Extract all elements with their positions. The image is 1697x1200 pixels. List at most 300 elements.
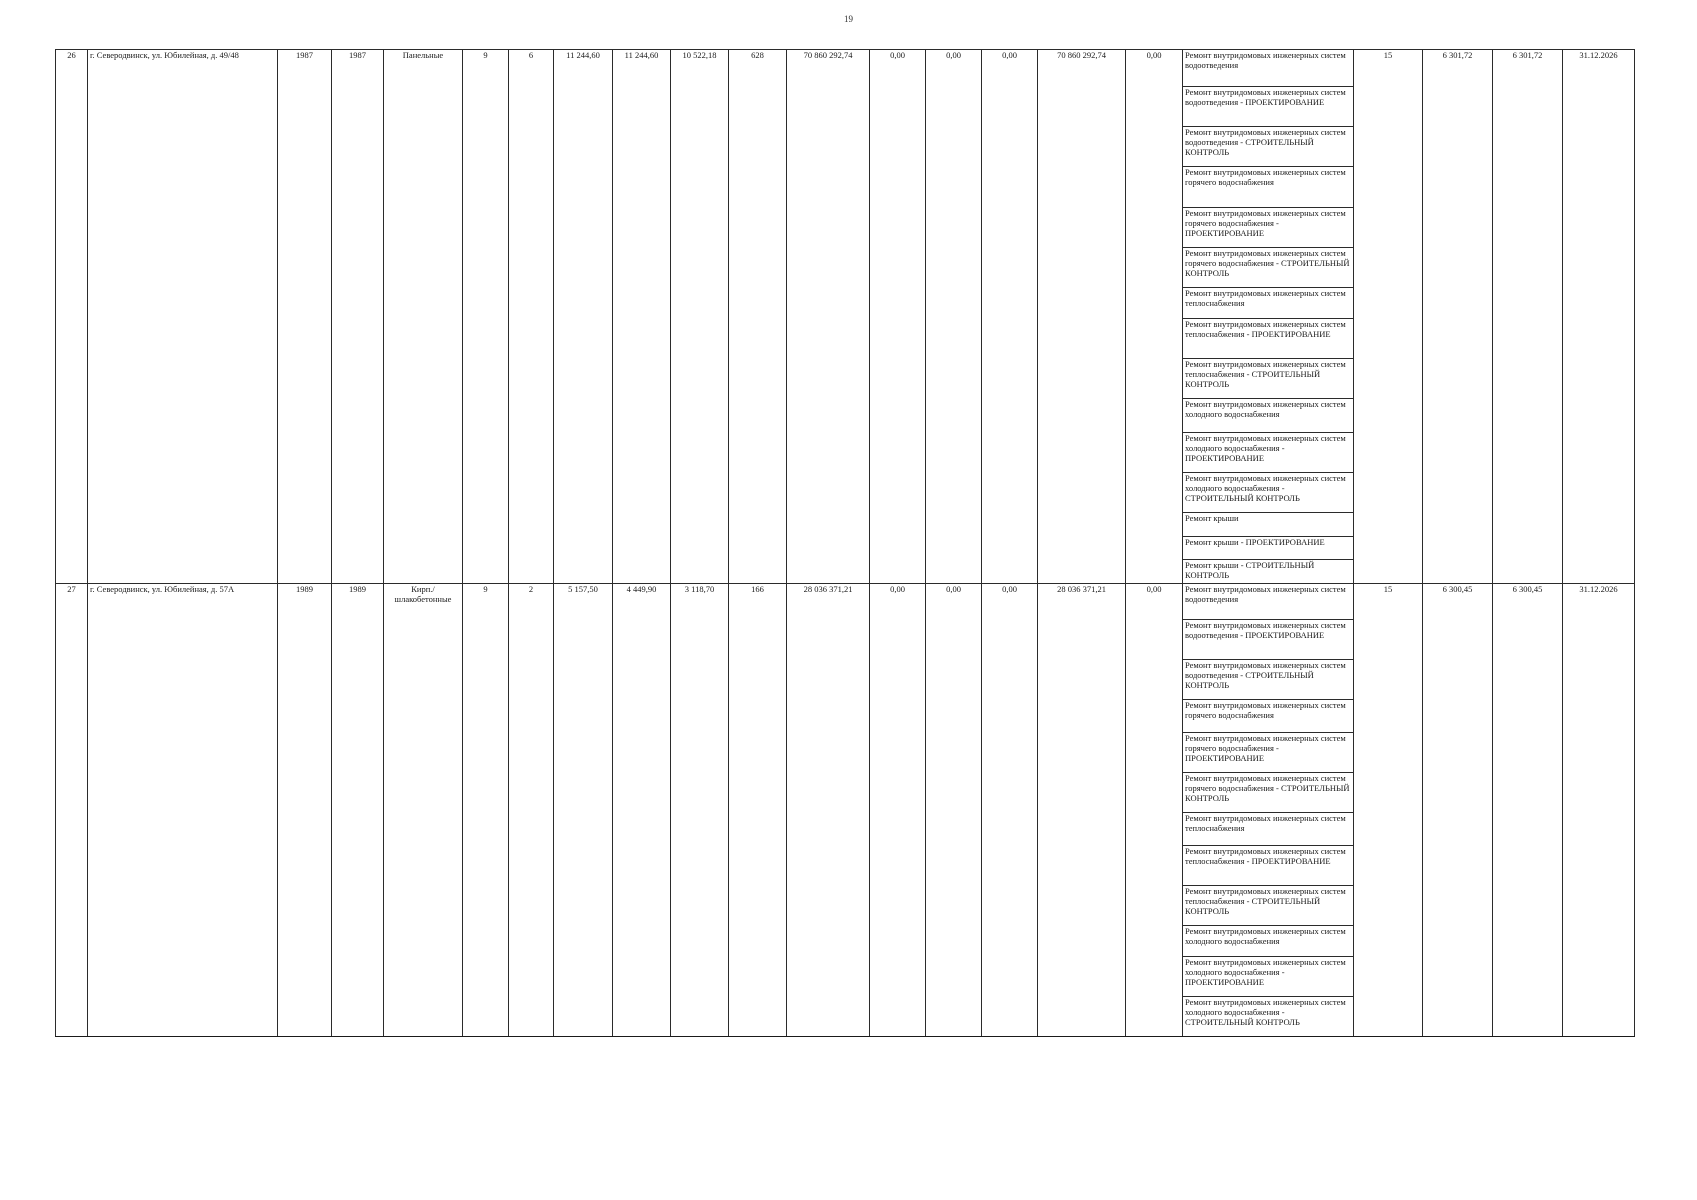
empty-cell (1354, 127, 1423, 167)
empty-cell (1038, 813, 1126, 846)
empty-cell (56, 288, 88, 319)
empty-cell (384, 208, 463, 248)
empty-cell (1423, 813, 1493, 846)
empty-cell (870, 957, 926, 997)
empty-cell (1423, 957, 1493, 997)
repair-work-item: Ремонт внутридомовых инженерных систем водоотведения (1183, 584, 1354, 620)
fund-other-cell: 0,00 (1126, 584, 1183, 620)
empty-cell (729, 208, 787, 248)
empty-cell (613, 620, 671, 660)
empty-cell (1126, 167, 1183, 208)
empty-cell (384, 886, 463, 926)
empty-cell (554, 660, 613, 700)
empty-cell (554, 473, 613, 513)
empty-cell (332, 167, 384, 208)
empty-cell (554, 288, 613, 319)
empty-cell (384, 700, 463, 733)
empty-cell (278, 733, 332, 773)
empty-cell (1126, 87, 1183, 127)
empty-cell (509, 997, 554, 1037)
empty-cell (278, 926, 332, 957)
empty-cell (982, 957, 1038, 997)
empty-cell (1493, 359, 1563, 399)
empty-cell (88, 167, 278, 208)
empty-cell (56, 813, 88, 846)
empty-cell (88, 957, 278, 997)
empty-cell (88, 846, 278, 886)
empty-cell (1423, 660, 1493, 700)
year-commissioned-cell: 1989 (332, 584, 384, 620)
empty-cell (554, 926, 613, 957)
table-row (56, 127, 1635, 167)
empty-cell (1423, 288, 1493, 319)
empty-cell (982, 660, 1038, 700)
empty-cell (554, 127, 613, 167)
empty-cell (1354, 773, 1423, 813)
empty-cell (56, 537, 88, 560)
empty-cell (787, 319, 870, 359)
empty-cell (56, 513, 88, 537)
empty-cell (332, 957, 384, 997)
repair-work-item: Ремонт внутридомовых инженерных систем водоотведения - ПРОЕКТИРОВАНИЕ (1183, 620, 1354, 660)
empty-cell (509, 288, 554, 319)
empty-cell (509, 248, 554, 288)
empty-cell (926, 319, 982, 359)
table-row (56, 620, 1635, 660)
empty-cell (926, 208, 982, 248)
empty-cell (278, 773, 332, 813)
empty-cell (56, 620, 88, 660)
empty-cell (1126, 773, 1183, 813)
empty-cell (463, 399, 509, 433)
empty-cell (982, 288, 1038, 319)
repair-work-item: Ремонт внутридомовых инженерных систем теплоснабжения - СТРОИТЕЛЬНЫЙ КОНТРОЛЬ (1183, 359, 1354, 399)
empty-cell (982, 319, 1038, 359)
empty-cell (1038, 537, 1126, 560)
empty-cell (554, 319, 613, 359)
repair-work-item: Ремонт внутридомовых инженерных систем горячего водоснабжения (1183, 167, 1354, 208)
empty-cell (870, 473, 926, 513)
empty-cell (613, 208, 671, 248)
empty-cell (332, 926, 384, 957)
empty-cell (1423, 513, 1493, 537)
empty-cell (1038, 208, 1126, 248)
fund-local-cell: 0,00 (982, 50, 1038, 87)
empty-cell (729, 248, 787, 288)
empty-cell (1038, 957, 1126, 997)
empty-cell (613, 560, 671, 584)
empty-cell (1038, 560, 1126, 584)
empty-cell (729, 288, 787, 319)
empty-cell (787, 813, 870, 846)
area-residential-cell: 3 118,70 (671, 584, 729, 620)
empty-cell (554, 560, 613, 584)
table-row (56, 433, 1635, 473)
empty-cell (554, 167, 613, 208)
repair-work-item: Ремонт внутридомовых инженерных систем горячего водоснабжения (1183, 700, 1354, 733)
floors-cell: 9 (463, 50, 509, 87)
empty-cell (278, 248, 332, 288)
empty-cell (1563, 167, 1635, 208)
empty-cell (56, 733, 88, 773)
empty-cell (554, 87, 613, 127)
empty-cell (88, 813, 278, 846)
empty-cell (56, 433, 88, 473)
table-row (56, 288, 1635, 319)
empty-cell (1126, 560, 1183, 584)
empty-cell (729, 700, 787, 733)
empty-cell (926, 473, 982, 513)
empty-cell (384, 319, 463, 359)
empty-cell (278, 660, 332, 700)
empty-cell (278, 537, 332, 560)
empty-cell (787, 733, 870, 773)
empty-cell (1038, 399, 1126, 433)
empty-cell (671, 700, 729, 733)
empty-cell (1126, 926, 1183, 957)
empty-cell (463, 288, 509, 319)
empty-cell (1126, 513, 1183, 537)
empty-cell (870, 433, 926, 473)
empty-cell (1493, 773, 1563, 813)
empty-cell (982, 87, 1038, 127)
empty-cell (554, 997, 613, 1037)
empty-cell (613, 248, 671, 288)
empty-cell (1354, 288, 1423, 319)
empty-cell (870, 620, 926, 660)
empty-cell (870, 813, 926, 846)
empty-cell (729, 359, 787, 399)
empty-cell (926, 957, 982, 997)
empty-cell (926, 537, 982, 560)
empty-cell (671, 886, 729, 926)
empty-cell (729, 773, 787, 813)
empty-cell (1423, 248, 1493, 288)
empty-cell (56, 127, 88, 167)
empty-cell (1423, 208, 1493, 248)
empty-cell (332, 660, 384, 700)
empty-cell (926, 620, 982, 660)
empty-cell (554, 399, 613, 433)
empty-cell (463, 473, 509, 513)
empty-cell (509, 957, 554, 997)
empty-cell (509, 127, 554, 167)
row-number-cell: 26 (56, 50, 88, 87)
repair-work-item: Ремонт внутридомовых инженерных систем холодного водоснабжения (1183, 399, 1354, 433)
empty-cell (509, 813, 554, 846)
empty-cell (56, 208, 88, 248)
empty-cell (554, 886, 613, 926)
empty-cell (1563, 700, 1635, 733)
empty-cell (787, 886, 870, 926)
empty-cell (870, 513, 926, 537)
empty-cell (384, 399, 463, 433)
empty-cell (926, 773, 982, 813)
empty-cell (1563, 846, 1635, 886)
empty-cell (671, 288, 729, 319)
area-residential-cell: 10 522,18 (671, 50, 729, 87)
empty-cell (982, 208, 1038, 248)
unit-cost-cell: 6 300,45 (1423, 584, 1493, 620)
empty-cell (1493, 288, 1563, 319)
empty-cell (56, 660, 88, 700)
repair-work-item: Ремонт внутридомовых инженерных систем горячего водоснабжения - СТРОИТЕЛЬНЫЙ КОНТРОЛЬ (1183, 248, 1354, 288)
empty-cell (384, 846, 463, 886)
empty-cell (332, 127, 384, 167)
empty-cell (982, 433, 1038, 473)
empty-cell (463, 87, 509, 127)
empty-cell (1038, 433, 1126, 473)
empty-cell (1423, 926, 1493, 957)
empty-cell (88, 473, 278, 513)
empty-cell (384, 513, 463, 537)
empty-cell (332, 733, 384, 773)
empty-cell (88, 700, 278, 733)
empty-cell (1126, 620, 1183, 660)
empty-cell (729, 537, 787, 560)
empty-cell (926, 560, 982, 584)
empty-cell (463, 359, 509, 399)
empty-cell (509, 560, 554, 584)
deadline-cell: 31.12.2026 (1563, 584, 1635, 620)
empty-cell (463, 167, 509, 208)
empty-cell (56, 957, 88, 997)
empty-cell (1038, 473, 1126, 513)
fund-regional-cell: 0,00 (926, 50, 982, 87)
empty-cell (384, 473, 463, 513)
empty-cell (1493, 846, 1563, 886)
table-row (56, 208, 1635, 248)
empty-cell (1038, 288, 1126, 319)
empty-cell (1493, 660, 1563, 700)
works-count-cell: 15 (1354, 584, 1423, 620)
empty-cell (88, 288, 278, 319)
table-row (56, 248, 1635, 288)
empty-cell (278, 886, 332, 926)
empty-cell (1493, 319, 1563, 359)
empty-cell (554, 733, 613, 773)
empty-cell (1354, 700, 1423, 733)
empty-cell (1354, 733, 1423, 773)
empty-cell (1493, 399, 1563, 433)
residents-cell: 628 (729, 50, 787, 87)
empty-cell (1423, 473, 1493, 513)
empty-cell (463, 208, 509, 248)
empty-cell (982, 733, 1038, 773)
empty-cell (384, 813, 463, 846)
empty-cell (56, 167, 88, 208)
empty-cell (463, 926, 509, 957)
empty-cell (1038, 620, 1126, 660)
empty-cell (332, 700, 384, 733)
empty-cell (1423, 359, 1493, 399)
year-built-cell: 1989 (278, 584, 332, 620)
empty-cell (1126, 886, 1183, 926)
empty-cell (870, 167, 926, 208)
empty-cell (926, 846, 982, 886)
empty-cell (509, 620, 554, 660)
empty-cell (613, 926, 671, 957)
empty-cell (926, 926, 982, 957)
empty-cell (1493, 886, 1563, 926)
empty-cell (1423, 773, 1493, 813)
repair-work-item: Ремонт внутридомовых инженерных систем водоотведения - СТРОИТЕЛЬНЫЙ КОНТРОЛЬ (1183, 660, 1354, 700)
empty-cell (926, 359, 982, 399)
empty-cell (671, 359, 729, 399)
empty-cell (787, 248, 870, 288)
empty-cell (509, 773, 554, 813)
empty-cell (729, 660, 787, 700)
empty-cell (1038, 167, 1126, 208)
empty-cell (384, 433, 463, 473)
empty-cell (787, 620, 870, 660)
empty-cell (1126, 433, 1183, 473)
empty-cell (870, 537, 926, 560)
empty-cell (787, 957, 870, 997)
empty-cell (926, 167, 982, 208)
empty-cell (982, 167, 1038, 208)
empty-cell (729, 733, 787, 773)
empty-cell (1423, 433, 1493, 473)
empty-cell (729, 560, 787, 584)
empty-cell (88, 997, 278, 1037)
empty-cell (1423, 537, 1493, 560)
empty-cell (384, 560, 463, 584)
empty-cell (1563, 208, 1635, 248)
empty-cell (613, 513, 671, 537)
empty-cell (1354, 359, 1423, 399)
empty-cell (982, 886, 1038, 926)
empty-cell (88, 399, 278, 433)
empty-cell (982, 127, 1038, 167)
empty-cell (332, 846, 384, 886)
empty-cell (509, 473, 554, 513)
empty-cell (926, 886, 982, 926)
table-row (56, 773, 1635, 813)
empty-cell (1563, 513, 1635, 537)
empty-cell (1354, 513, 1423, 537)
empty-cell (554, 700, 613, 733)
empty-cell (332, 473, 384, 513)
empty-cell (787, 473, 870, 513)
empty-cell (1423, 167, 1493, 208)
empty-cell (1354, 813, 1423, 846)
empty-cell (1563, 957, 1635, 997)
empty-cell (613, 773, 671, 813)
total-area-cell: 5 157,50 (554, 584, 613, 620)
empty-cell (671, 997, 729, 1037)
empty-cell (1563, 997, 1635, 1037)
empty-cell (613, 359, 671, 399)
empty-cell (554, 433, 613, 473)
table-row (56, 399, 1635, 433)
empty-cell (56, 399, 88, 433)
empty-cell (1126, 957, 1183, 997)
empty-cell (278, 620, 332, 660)
empty-cell (787, 87, 870, 127)
empty-cell (613, 399, 671, 433)
empty-cell (1038, 733, 1126, 773)
empty-cell (613, 660, 671, 700)
empty-cell (613, 87, 671, 127)
empty-cell (1493, 208, 1563, 248)
empty-cell (787, 537, 870, 560)
empty-cell (463, 813, 509, 846)
empty-cell (1563, 537, 1635, 560)
empty-cell (729, 926, 787, 957)
empty-cell (1423, 733, 1493, 773)
empty-cell (1563, 319, 1635, 359)
empty-cell (554, 620, 613, 660)
empty-cell (384, 773, 463, 813)
empty-cell (870, 359, 926, 399)
empty-cell (1354, 399, 1423, 433)
empty-cell (554, 537, 613, 560)
empty-cell (1563, 288, 1635, 319)
empty-cell (1038, 660, 1126, 700)
empty-cell (1563, 926, 1635, 957)
empty-cell (1038, 886, 1126, 926)
empty-cell (1563, 813, 1635, 846)
cost-total-cell: 70 860 292,74 (787, 50, 870, 87)
empty-cell (613, 167, 671, 208)
empty-cell (729, 620, 787, 660)
empty-cell (1038, 846, 1126, 886)
empty-cell (787, 513, 870, 537)
empty-cell (509, 660, 554, 700)
empty-cell (463, 997, 509, 1037)
empty-cell (870, 733, 926, 773)
empty-cell (671, 87, 729, 127)
empty-cell (554, 773, 613, 813)
empty-cell (1354, 319, 1423, 359)
empty-cell (729, 399, 787, 433)
empty-cell (463, 957, 509, 997)
empty-cell (729, 846, 787, 886)
empty-cell (463, 513, 509, 537)
empty-cell (509, 733, 554, 773)
repair-work-item: Ремонт внутридомовых инженерных систем теплоснабжения - ПРОЕКТИРОВАНИЕ (1183, 319, 1354, 359)
empty-cell (613, 473, 671, 513)
empty-cell (1563, 87, 1635, 127)
empty-cell (926, 288, 982, 319)
empty-cell (1563, 886, 1635, 926)
empty-cell (671, 433, 729, 473)
empty-cell (1038, 127, 1126, 167)
fund-local-cell: 0,00 (982, 584, 1038, 620)
repair-work-item: Ремонт внутридомовых инженерных систем горячего водоснабжения - ПРОЕКТИРОВАНИЕ (1183, 208, 1354, 248)
table-row (56, 584, 1635, 620)
empty-cell (1493, 560, 1563, 584)
empty-cell (509, 399, 554, 433)
repair-work-item: Ремонт внутридомовых инженерных систем теплоснабжения - СТРОИТЕЛЬНЫЙ КОНТРОЛЬ (1183, 886, 1354, 926)
empty-cell (870, 926, 926, 957)
repair-work-item: Ремонт крыши (1183, 513, 1354, 537)
empty-cell (870, 399, 926, 433)
empty-cell (926, 248, 982, 288)
table-row (56, 359, 1635, 399)
empty-cell (332, 773, 384, 813)
empty-cell (509, 513, 554, 537)
empty-cell (278, 473, 332, 513)
repair-work-item: Ремонт внутридомовых инженерных систем горячего водоснабжения - СТРОИТЕЛЬНЫЙ КОНТРОЛЬ (1183, 773, 1354, 813)
empty-cell (1038, 513, 1126, 537)
empty-cell (1563, 473, 1635, 513)
wall-material-cell: Кирп./ шлакобетонные (384, 584, 463, 620)
empty-cell (332, 513, 384, 537)
capital-repair-register-table (55, 49, 1635, 1037)
empty-cell (870, 288, 926, 319)
